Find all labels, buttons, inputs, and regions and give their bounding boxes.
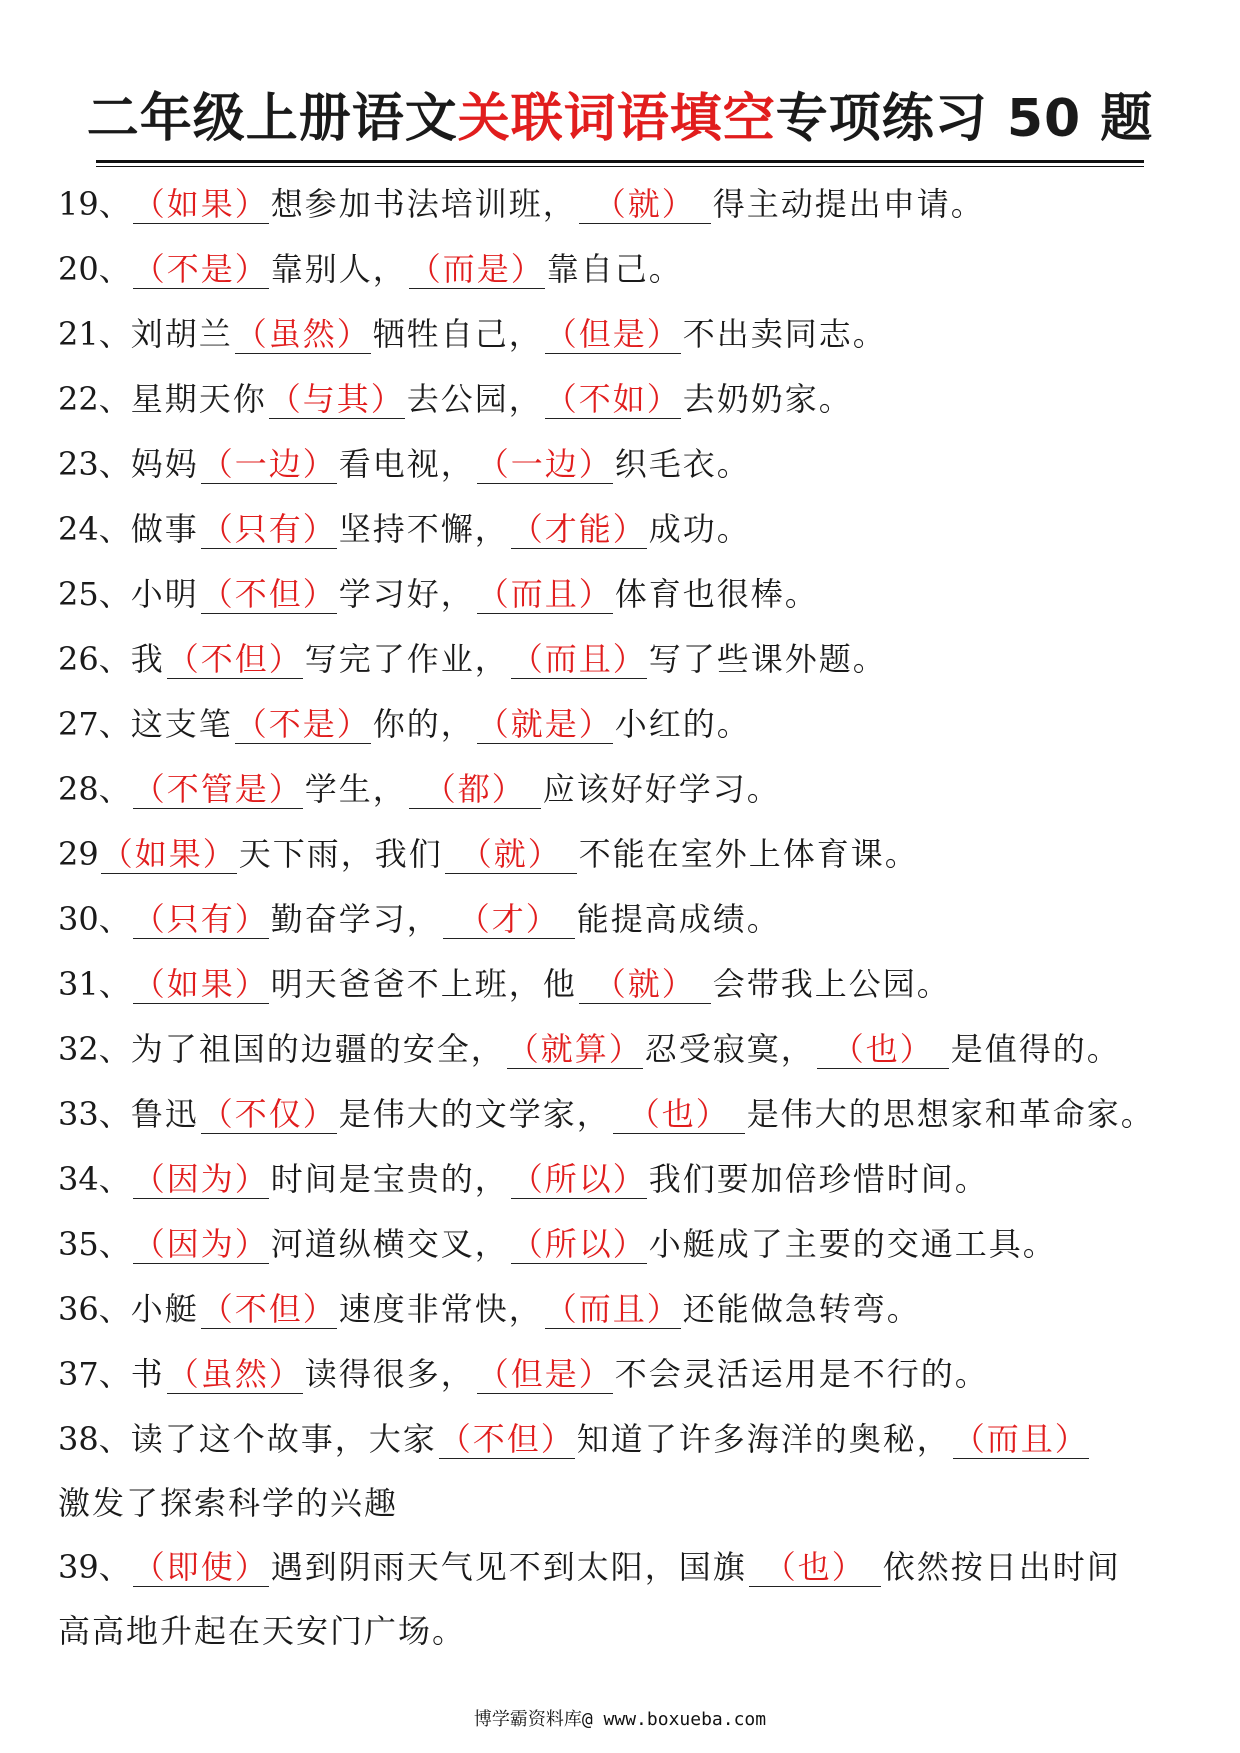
question-text: 牺牲自己， [372,315,543,353]
question-text: 小明 [130,575,199,613]
question-item [58,1212,1188,1277]
question-text: 能提高成绩。 [576,900,781,938]
question-text: 得主动提出申请。 [712,185,985,223]
question-text: 靠自己。 [546,250,683,288]
question-number: 37、 [58,1355,131,1393]
question-text: 是值得的。 [950,1030,1121,1068]
question-text: 还能做急转弯。 [682,1290,921,1328]
question-text: 织毛衣。 [614,445,751,483]
question-number: 36、 [58,1290,131,1328]
question-text: 为了祖国的边疆的安全， [130,1030,505,1068]
question-number: 30、 [58,900,131,938]
question-item [58,887,1188,952]
question-item [58,822,1188,887]
answer-blank: （而且） [952,1420,1089,1458]
question-number: 25、 [58,575,131,613]
question-item [58,1407,1188,1535]
title-highlight: 关联词语填空 [457,89,776,149]
answer-blank: （不但） [166,640,303,678]
answer-blank: （而是） [408,250,545,288]
question-number: 23、 [58,445,131,483]
answer-blank: （如果） [132,185,269,223]
answer-blank: （只有） [132,900,269,938]
question-text: 不出卖同志。 [682,315,887,353]
question-text: 依然按日出时间 [882,1548,1121,1586]
question-item [58,952,1188,1017]
answer-blank: （一边） [476,445,613,483]
question-text: 成功。 [648,510,751,548]
answer-blank: （只有） [200,510,337,548]
question-text: 妈妈 [130,445,199,483]
answer-blank: （即使） [132,1548,269,1586]
answer-blank: （但是） [476,1355,613,1393]
answer-blank: （一边） [200,445,337,483]
question-text: 鲁迅 [130,1095,199,1133]
answer-blank: （都） [409,770,541,809]
question-text: 小红的。 [614,705,751,743]
answer-blank: （所以） [510,1160,647,1198]
question-number: 39、 [58,1548,131,1586]
question-number: 38、 [58,1420,131,1458]
answer-blank: （就） [579,185,711,224]
answer-blank: （不仅） [200,1095,337,1133]
answer-blank: （而且） [510,640,647,678]
question-text: 忍受寂寞， [644,1030,815,1068]
page-title [0,84,1240,154]
question-number: 26、 [58,640,131,678]
title-rule-thin [96,166,1144,167]
question-text: 是伟大的思想家和革命家。 [746,1095,1155,1133]
question-text: 遇到阴雨天气见不到太阳，国旗 [270,1548,747,1586]
question-number: 20、 [58,250,131,288]
question-text: 星期天你 [130,380,267,418]
question-text: 不会灵活运用是不行的。 [614,1355,989,1393]
question-item [58,692,1188,757]
answer-blank: （也） [613,1095,745,1134]
answer-blank: （就算） [506,1030,643,1068]
question-text: 靠别人， [270,250,407,288]
answer-blank: （虽然） [166,1355,303,1393]
question-text: 学生， [304,770,407,808]
answer-blank: （不是） [234,705,371,743]
question-number: 21、 [58,315,131,353]
question-item [58,432,1188,497]
question-text: 想参加书法培训班， [270,185,577,223]
question-text: 不能在室外上体育课。 [578,835,919,873]
question-text: 读了这个故事，大家 [130,1420,437,1458]
answer-blank: （如果） [132,965,269,1003]
question-text: 体育也很棒。 [614,575,819,613]
question-text: 刘胡兰 [130,315,233,353]
answer-blank: （不但） [200,1290,337,1328]
question-text: 写了些课外题。 [648,640,887,678]
question-text: 学习好， [338,575,475,613]
question-text: 写完了作业， [304,640,509,678]
question-item [58,1147,1188,1212]
answer-blank: （不如） [544,380,681,418]
question-text: 你的， [372,705,475,743]
question-text: 书 [130,1355,165,1393]
answer-blank: （所以） [510,1225,647,1263]
question-number: 22、 [58,380,131,418]
question-text: 河道纵横交叉， [270,1225,509,1263]
question-item [58,562,1188,627]
question-number: 33、 [58,1095,131,1133]
question-text: 勤奋学习， [270,900,441,938]
question-text: 应该好好学习。 [542,770,781,808]
question-item [58,497,1188,562]
question-item [58,1082,1188,1147]
question-text: 看电视， [338,445,475,483]
question-text: 明天爸爸不上班，他 [270,965,577,1003]
question-number: 32、 [58,1030,131,1068]
question-item [58,757,1188,822]
answer-blank: （就是） [476,705,613,743]
answer-blank: （才能） [510,510,647,548]
answer-blank: （与其） [268,380,405,418]
question-item [58,237,1188,302]
question-number: 34、 [58,1160,131,1198]
title-prefix: 二年级上册语文 [86,89,458,149]
question-number: 24、 [58,510,131,548]
question-text: 读得很多， [304,1355,475,1393]
answer-blank: （也） [817,1030,949,1069]
question-item [58,367,1188,432]
question-item [58,172,1188,237]
question-item [58,302,1188,367]
footer-watermark: 博学霸资料库@ www.boxueba.com [473,1709,767,1730]
answer-blank: （不但） [200,575,337,613]
question-item [58,1017,1188,1082]
answer-blank: （才） [443,900,575,939]
question-number: 29 [58,835,99,873]
answer-blank: （就） [579,965,711,1004]
answer-blank: （不管是） [132,770,303,808]
question-text: 是伟大的文学家， [338,1095,611,1133]
question-text: 这支笔 [130,705,233,743]
answer-blank: （而且） [544,1290,681,1328]
answer-blank: （因为） [132,1225,269,1263]
question-text: 坚持不懈， [338,510,509,548]
answer-blank: （就） [445,835,577,874]
question-list [58,172,1188,1663]
question-item [58,627,1188,692]
question-item [58,1342,1188,1407]
answer-blank: （如果） [100,835,237,873]
question-text: 我们要加倍珍惜时间。 [648,1160,989,1198]
question-number: 27、 [58,705,131,743]
question-text: 高高地升起在天安门广场。 [58,1612,467,1650]
question-text: 去公园， [406,380,543,418]
question-text: 我 [130,640,165,678]
question-number: 31、 [58,965,131,1003]
question-text: 做事 [130,510,199,548]
answer-blank: （也） [749,1548,881,1587]
answer-blank: （不是） [132,250,269,288]
question-item [58,1277,1188,1342]
question-text: 去奶奶家。 [682,380,853,418]
answer-blank: （而且） [476,575,613,613]
question-number: 35、 [58,1225,131,1263]
question-text: 会带我上公园。 [712,965,951,1003]
question-text: 激发了探索科学的兴趣 [58,1484,399,1522]
answer-blank: （虽然） [234,315,371,353]
title-rule [96,160,1144,163]
question-text: 速度非常快， [338,1290,543,1328]
question-text: 时间是宝贵的， [270,1160,509,1198]
question-number: 28、 [58,770,131,808]
question-text: 知道了许多海洋的奥秘， [576,1420,951,1458]
question-text: 小艇成了主要的交通工具。 [648,1225,1057,1263]
question-item [58,1535,1188,1663]
question-text: 天下雨，我们 [238,835,443,873]
title-suffix: 专项练习 50 题 [775,89,1154,149]
question-text: 小艇 [130,1290,199,1328]
answer-blank: （因为） [132,1160,269,1198]
answer-blank: （不但） [438,1420,575,1458]
question-number: 19、 [58,185,131,223]
answer-blank: （但是） [544,315,681,353]
